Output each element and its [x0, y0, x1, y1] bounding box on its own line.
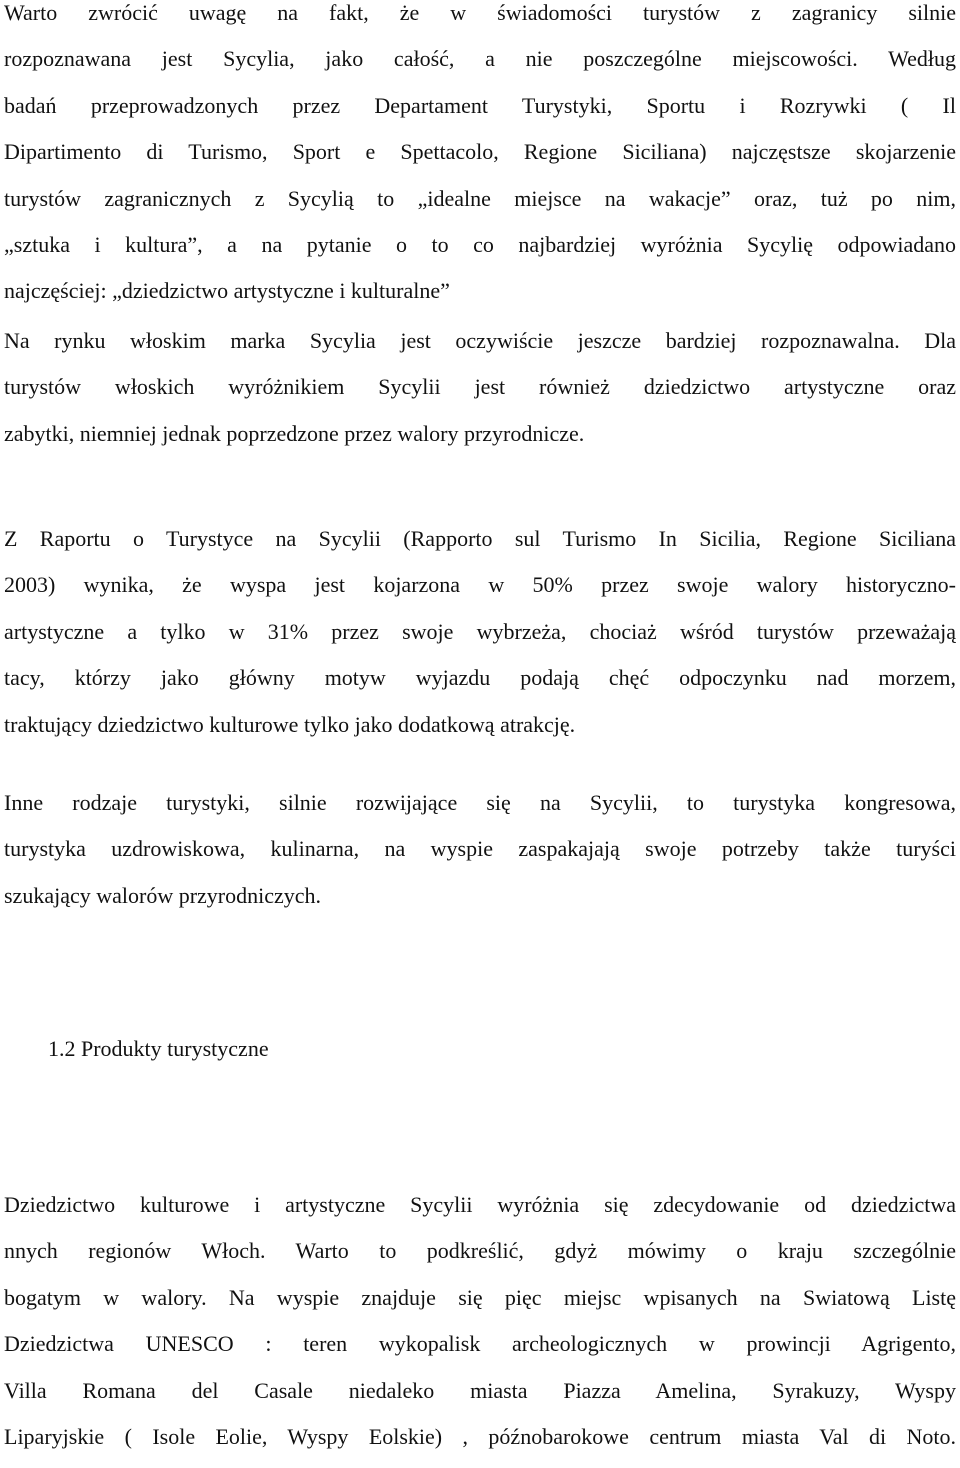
text-line: Z Raportu o Turystyce na Sycylii (Rapporto sul Turismo In Sicilia, Regione Siciliana: [4, 526, 956, 551]
paragraph-rynek-wloski: [4, 326, 956, 465]
text-line: tacy, którzy jako główny motyw wyjazdu podają chęć odpoczynku nad morzem,: [4, 665, 956, 691]
text-line: turystów włoskich wyróżnikiem Sycylii jest również dziedzictwo artystyczne oraz: [4, 374, 956, 400]
text-line: Dziedzictwo kulturowe i artystyczne Sycylii wyróżnia się zdecydowanie od dziedzictwa: [4, 1192, 956, 1217]
text-line: Liparyjskie ( Isole Eolie, Wyspy Eolskie) , późnobarokowe centrum miasta Val di Noto.: [4, 1423, 956, 1449]
text-line: Inne rodzaje turystyki, silnie rozwijające się na Sycylii, to turystyka kongresowa,: [4, 790, 956, 815]
text-line: najczęściej: „dziedzictwo artystyczne i kulturalne”: [4, 278, 450, 304]
text-line: „sztuka i kultura”, a na pytanie o to co najbardziej wyróżnia Sycylię odpowiadano: [4, 231, 956, 257]
text-line: 2003) wynika, że wyspa jest kojarzona w 50% przez swoje walory historyczno-: [4, 572, 956, 598]
paragraph-raport-turystyka: [4, 524, 956, 756]
text-line: zabytki, niemniej jednak poprzedzone przez walory przyrodnicze.: [4, 420, 585, 446]
text-line: badań przeprowadzonych przez Departament Turystyki, Sportu i Rozrywki ( Il: [4, 92, 956, 118]
text-line: Warto zwrócić uwagę na fakt, że w świadomości turystów z zagranicy silnie: [4, 0, 956, 25]
text-line: Na rynku włoskim marka Sycylia jest oczywiście jeszcze bardziej rozpoznawalna. Dla: [4, 328, 956, 353]
paragraph-turysci-zagraniczni: [4, 0, 956, 323]
text-line: artystyczne a tylko w 31% przez swoje wybrzeża, chociaż wśród turystów przeważają: [4, 618, 956, 644]
text-line: traktujący dziedzictwo kulturowe tylko jako dodatkową atrakcję.: [4, 711, 576, 737]
text-line: turystów zagranicznych z Sycylią to „idealne miejsce na wakacje” oraz, tuż po nim,: [4, 185, 956, 211]
text-line: nnych regionów Włoch. Warto to podkreślić, gdyż mówimy o kraju szczególnie: [4, 1238, 956, 1264]
text-line: turystyka uzdrowiskowa, kulinarna, na wyspie zaspakajają swoje potrzeby także turyści: [4, 836, 956, 862]
text-line: Dipartimento di Turismo, Sport e Spettacolo, Regione Siciliana) najczęstsze skojarzenie: [4, 139, 956, 165]
text-line: Dziedzictwa UNESCO : teren wykopalisk archeologicznych w prowincji Agrigento,: [4, 1331, 956, 1357]
text-line: bogatym w walory. Na wyspie znajduje się pięc miejsc wpisanych na Swiatową Listę: [4, 1284, 956, 1310]
paragraph-inne-rodzaje-turystyki: [4, 788, 956, 927]
text-line: Villa Romana del Casale niedaleko miasta Piazza Amelina, Syrakuzy, Wyspy: [4, 1377, 956, 1403]
section-heading: 1.2 Produkty turystyczne: [48, 1036, 269, 1061]
text-line: rozpoznawana jest Sycylia, jako całość, a nie poszczególne miejscowości. Według: [4, 46, 956, 72]
text-line: szukający walorów przyrodniczych.: [4, 882, 322, 908]
paragraph-produkty-turystyczne: [4, 1190, 956, 1468]
